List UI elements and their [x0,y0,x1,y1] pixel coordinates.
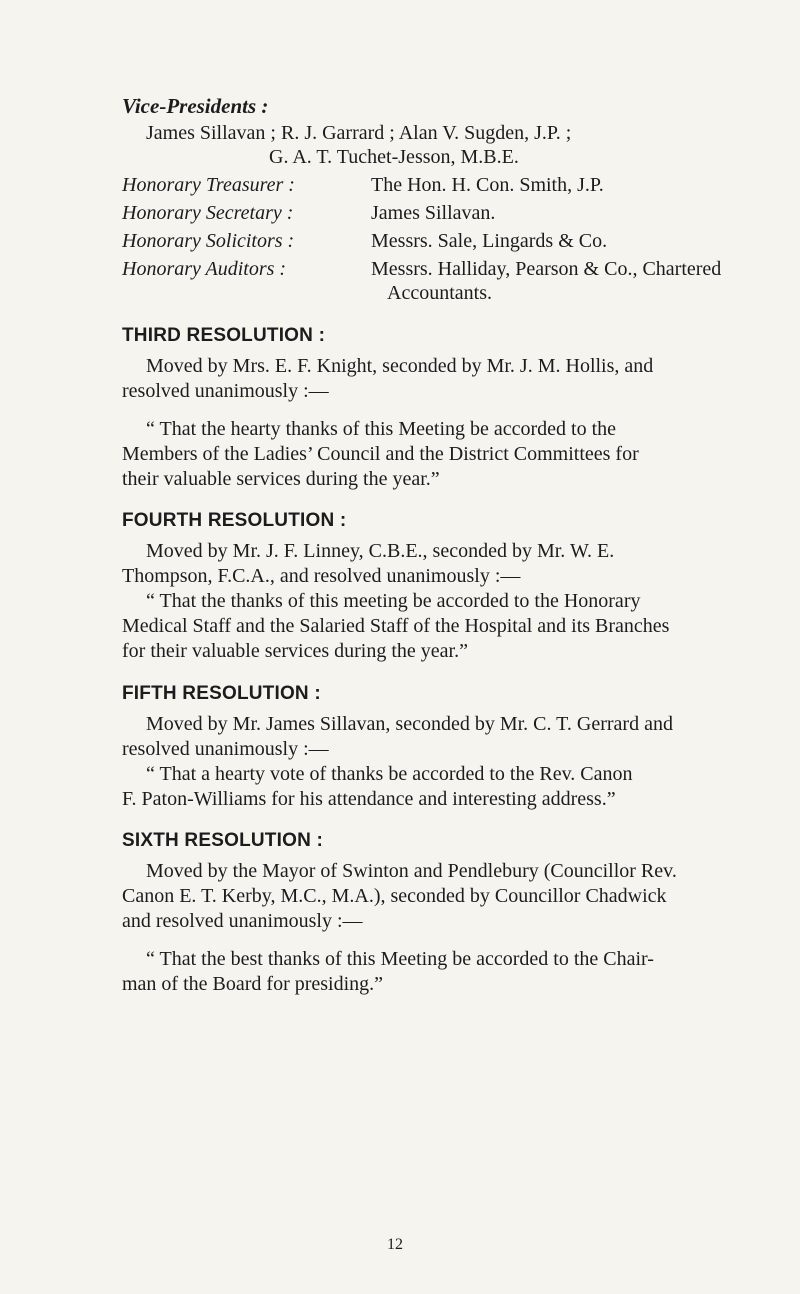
fourth-resolution-heading: FOURTH RESOLUTION : [122,510,347,531]
resolution-line: their valuable services during the year.” [122,468,440,490]
resolution-line: Moved by Mrs. E. F. Knight, seconded by Mr. J. M. Hollis, and [146,355,654,377]
resolution-line: for their valuable services during the year.” [122,640,468,662]
officer-name-auditors-continued: Accountants. [387,282,492,304]
officer-role-secretary: Honorary Secretary : [122,202,294,224]
resolution-line: man of the Board for presiding.” [122,973,384,995]
resolution-line: Moved by the Mayor of Swinton and Pendlebury (Councillor Rev. [146,860,677,882]
officer-role-treasurer: Honorary Treasurer : [122,174,295,196]
officer-role-auditors: Honorary Auditors : [122,258,287,280]
resolution-line: Thompson, F.C.A., and resolved unanimously :— [122,565,521,587]
officer-name-solicitors: Messrs. Sale, Lingards & Co. [371,230,608,252]
page-number: 12 [387,1236,403,1253]
officer-name-treasurer: The Hon. H. Con. Smith, J.P. [371,174,604,196]
vice-presidents-line: G. A. T. Tuchet-Jesson, M.B.E. [269,146,519,168]
resolution-line: Moved by Mr. James Sillavan, seconded by Mr. C. T. Gerrard and [146,713,673,735]
resolution-line: “ That the hearty thanks of this Meeting be accorded to the [146,418,617,440]
resolution-line: resolved unanimously :— [122,738,329,760]
resolution-line: and resolved unanimously :— [122,910,363,932]
officer-name-auditors: Messrs. Halliday, Pearson & Co., Chartered [371,258,722,280]
officer-name-secretary: James Sillavan. [371,202,496,224]
third-resolution-heading: THIRD RESOLUTION : [122,325,326,346]
resolution-line: “ That the best thanks of this Meeting be accorded to the Chair- [146,948,654,970]
resolution-line: Medical Staff and the Salaried Staff of the Hospital and its Branches [122,615,670,637]
sixth-resolution-heading: SIXTH RESOLUTION : [122,830,323,851]
resolution-line: “ That the thanks of this meeting be accorded to the Honorary [146,590,641,612]
resolution-line: F. Paton-Williams for his attendance and interesting address.” [122,788,616,810]
resolution-line: Members of the Ladies’ Council and the District Committees for [122,443,639,465]
resolution-line: Moved by Mr. J. F. Linney, C.B.E., seconded by Mr. W. E. [146,540,615,562]
officer-role-solicitors: Honorary Solicitors : [122,230,295,252]
resolution-line: Canon E. T. Kerby, M.C., M.A.), seconded by Councillor Chadwick [122,885,667,907]
resolution-line: “ That a hearty vote of thanks be accorded to the Rev. Canon [146,763,633,785]
fifth-resolution-heading: FIFTH RESOLUTION : [122,683,321,704]
resolution-line: resolved unanimously :— [122,380,329,402]
vice-presidents-line: James Sillavan ; R. J. Garrard ; Alan V. Sugden, J.P. ; [146,122,572,144]
vice-presidents-heading: Vice-Presidents : [122,94,269,118]
